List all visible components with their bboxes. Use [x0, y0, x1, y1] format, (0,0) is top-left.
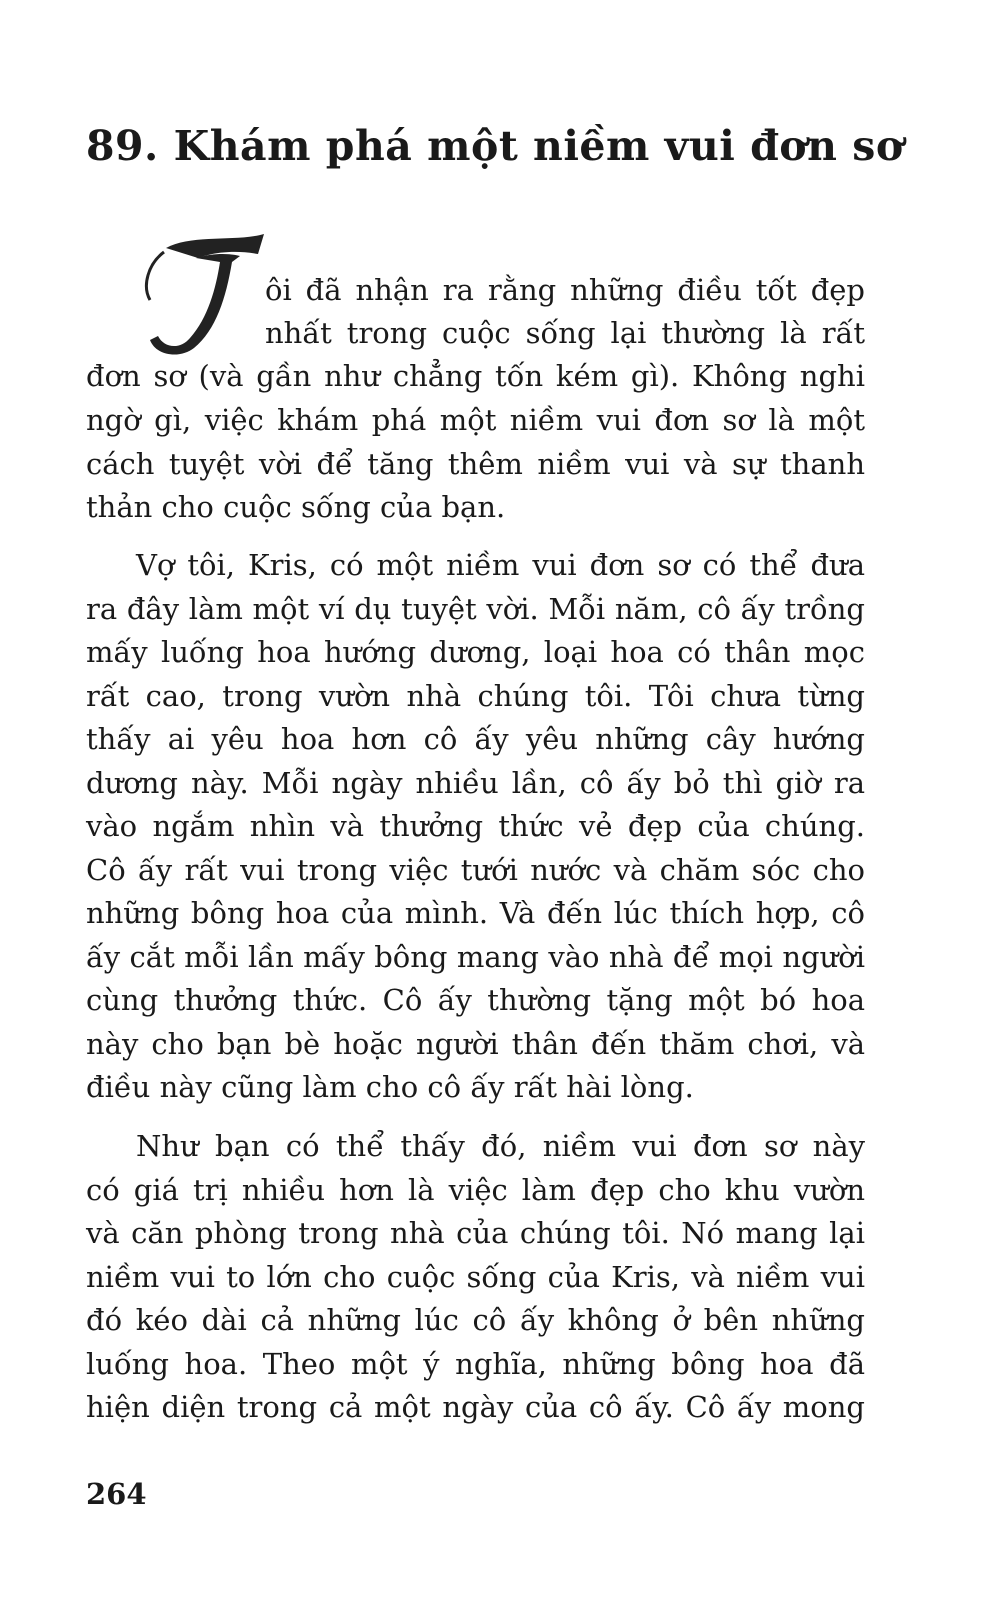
- text-line: nhất trong cuộc sống lại thường là rất: [265, 316, 865, 350]
- text-line: cùng thưởng thức. Cô ấy thường tặng một bó hoa: [86, 983, 865, 1017]
- text-line: ra đây làm một ví dụ tuyệt vời. Mỗi năm, cô ấy trồng: [86, 592, 865, 626]
- chapter-title: 89. Khám phá một niềm vui đơn sơ: [86, 122, 904, 170]
- text-line: đó kéo dài cả những lúc cô ấy không ở bên những: [86, 1303, 865, 1337]
- text-line: niềm vui to lớn cho cuộc sống của Kris, và niềm vui: [86, 1260, 865, 1294]
- text-line: Như bạn có thể thấy đó, niềm vui đơn sơ này: [136, 1129, 865, 1163]
- text-line: ấy cắt mỗi lần mấy bông mang vào nhà để mọi người: [86, 940, 865, 974]
- drop-cap-letter: [136, 228, 264, 358]
- text-line: này cho bạn bè hoặc người thân đến thăm chơi, và: [86, 1027, 865, 1061]
- text-line: thản cho cuộc sống của bạn.: [86, 490, 506, 524]
- text-line: mấy luống hoa hướng dương, loại hoa có thân mọc: [86, 635, 865, 669]
- text-line: vào ngắm nhìn và thưởng thức vẻ đẹp của chúng.: [86, 809, 865, 843]
- page-number: 264: [86, 1477, 147, 1511]
- text-line: dương này. Mỗi ngày nhiều lần, cô ấy bỏ thì giờ ra: [86, 766, 865, 800]
- text-line: điều này cũng làm cho cô ấy rất hài lòng.: [86, 1070, 694, 1104]
- text-line: hiện diện trong cả một ngày của cô ấy. Cô ấy mong: [86, 1390, 865, 1424]
- text-line: rất cao, trong vườn nhà chúng tôi. Tôi chưa từng: [86, 679, 865, 713]
- text-line: Vợ tôi, Kris, có một niềm vui đơn sơ có thể đưa: [136, 548, 865, 582]
- text-line: có giá trị nhiều hơn là việc làm đẹp cho khu vườn: [86, 1173, 865, 1207]
- text-line: luống hoa. Theo một ý nghĩa, những bông hoa đã: [86, 1347, 865, 1381]
- text-line: ngờ gì, việc khám phá một niềm vui đơn sơ là một: [86, 403, 865, 437]
- text-line: và căn phòng trong nhà của chúng tôi. Nó mang lại: [86, 1216, 865, 1250]
- text-line: Cô ấy rất vui trong việc tưới nước và chăm sóc cho: [86, 853, 865, 887]
- text-line: cách tuyệt vời để tăng thêm niềm vui và sự thanh: [86, 447, 865, 481]
- text-line: ôi đã nhận ra rằng những điều tốt đẹp: [265, 273, 865, 307]
- text-line: đơn sơ (và gần như chẳng tốn kém gì). Không nghi: [86, 359, 865, 393]
- text-line: những bông hoa của mình. Và đến lúc thích hợp, cô: [86, 896, 865, 930]
- text-line: thấy ai yêu hoa hơn cô ấy yêu những cây hướng: [86, 722, 865, 756]
